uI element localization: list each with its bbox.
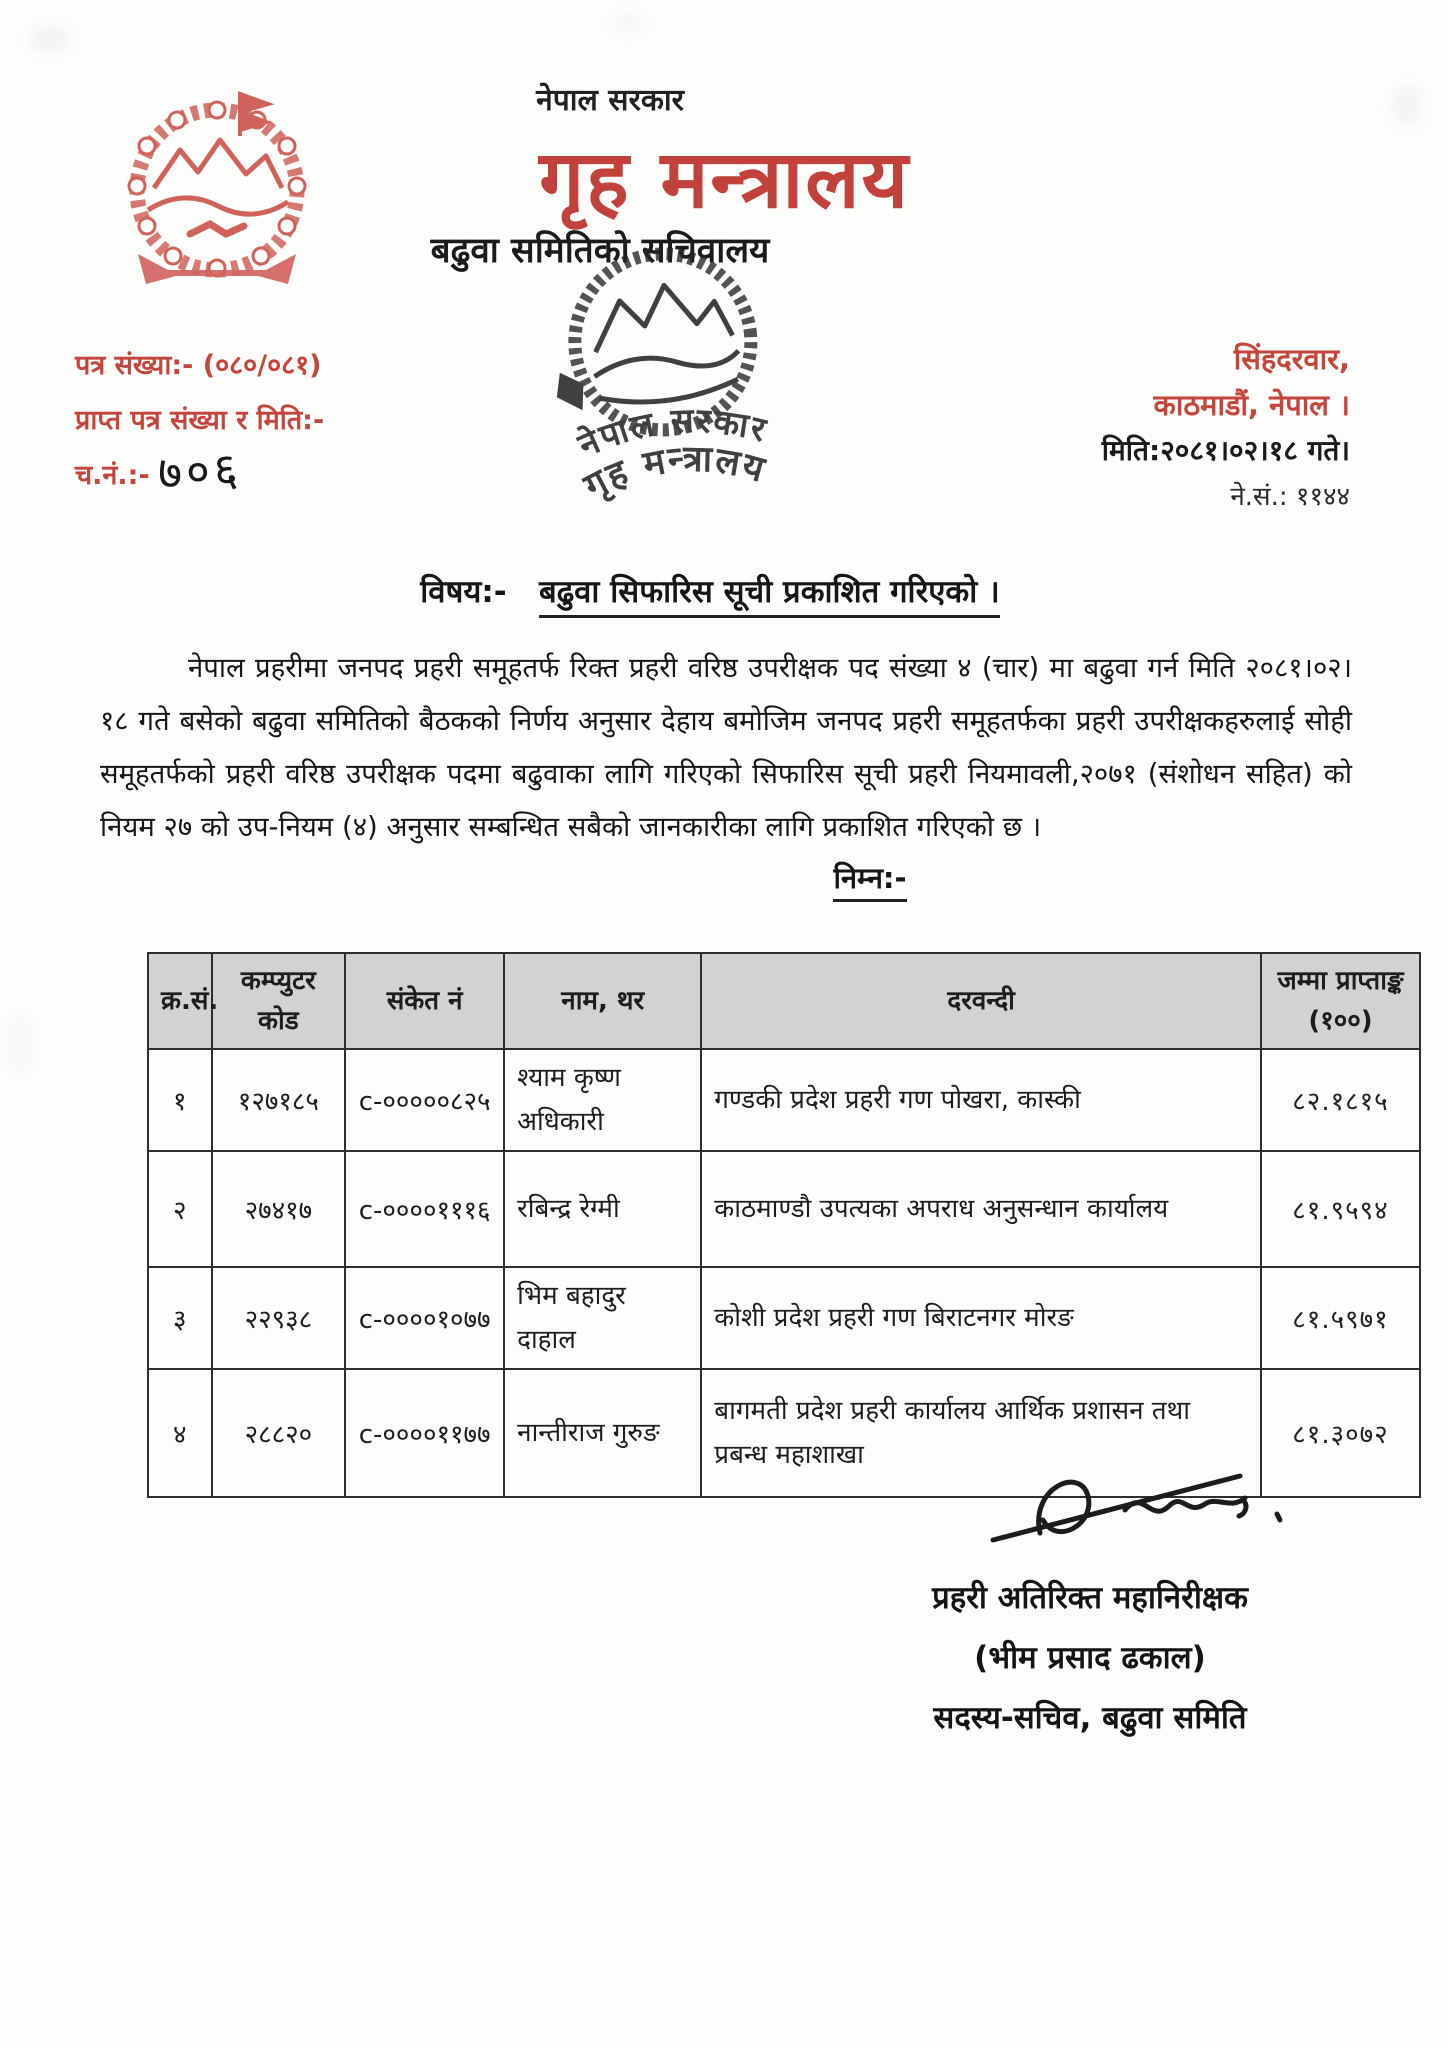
letter-number: पत्र संख्या:- (०८०/०८१) xyxy=(75,350,322,381)
secretariat-subtitle: बढुवा समितिको सचिवालय xyxy=(430,231,770,271)
signatory-role: सदस्य-सचिव, बढुवा समिति xyxy=(933,1700,1247,1736)
signature-scribble xyxy=(985,1448,1315,1577)
body-paragraph: नेपाल प्रहरीमा जनपद प्रहरी समूहतर्फ रिक्त प्रहरी वरिष्ठ उपरीक्षक पद संख्या ४ (चार) मा बढुवा गर्न मिति २०८१।०२।१८ गते बसेको बढुवा समितिको बैठकको निर्णय अनुसार देहाय बमोजिम जनपद प्रहरी समूहतर्फका प्रहरी उपरीक्षकहरुलाई सोही समूहतर्फको प्रहरी वरिष्ठ उपरीक्षक पदमा बढुवाका लागि गरिएको सिफारिस सूची प्रहरी नियमावली,२०७१ (संशोधन सहित) को नियम २७ को उप-नियम (४) अनुसार सम्बन्धित सबैको जानकारीका लागि प्रकाशित गरिएको छ । xyxy=(100,652,1352,843)
nepal-emblem-logo xyxy=(98,84,336,310)
cell-name: नान्तीराज गुरुङ xyxy=(504,1369,701,1497)
scan-smudge xyxy=(610,14,644,32)
cell-computer-code: २७४१७ xyxy=(212,1151,346,1267)
header-symbol-no: संकेत नं xyxy=(345,953,504,1049)
cell-serial: ३ xyxy=(148,1267,212,1369)
table-row xyxy=(148,1049,1420,1151)
address-line-2: काठमाडौं, नेपाल । xyxy=(1153,388,1350,422)
cell-posting: गण्डकी प्रदेश प्रहरी गण पोखरा, कास्की xyxy=(701,1049,1261,1151)
cell-total-marks: ८२.१८१५ xyxy=(1261,1049,1420,1151)
cell-serial: १ xyxy=(148,1049,212,1151)
cell-symbol-no: c-०००००८२५ xyxy=(345,1049,504,1151)
dispatch-number-label: च.नं.:- xyxy=(75,460,150,491)
reference-block xyxy=(75,338,495,503)
cell-name: भिम बहादुर दाहाल xyxy=(504,1267,701,1369)
nepal-sambat: ने.सं.: ११४४ xyxy=(1230,482,1350,512)
cell-posting: बागमती प्रदेश प्रहरी कार्यालय आर्थिक प्रशासन तथा प्रबन्ध महाशाखा xyxy=(701,1369,1261,1497)
cell-posting: कोशी प्रदेश प्रहरी गण बिराटनगर मोरङ xyxy=(701,1267,1261,1369)
signatory-name: (भीम प्रसाद ढकाल) xyxy=(974,1640,1206,1676)
stamp-text-government: नेपाल सरकार xyxy=(572,400,772,466)
header-total-marks: जम्मा प्राप्ताङ्क (१००) xyxy=(1261,953,1420,1049)
list-label: निम्न:- xyxy=(795,858,945,897)
signatory-title: प्रहरी अतिरिक्त महानिरीक्षक xyxy=(932,1580,1248,1616)
cell-symbol-no: c-००००१०७७ xyxy=(345,1267,504,1369)
header-name: नाम, थर xyxy=(504,953,701,1049)
scan-smudge xyxy=(1392,86,1422,126)
cell-serial: ४ xyxy=(148,1369,212,1497)
scan-smudge xyxy=(30,26,70,52)
subject-label: विषय:- xyxy=(420,574,507,610)
cell-total-marks: ८१.३०७२ xyxy=(1261,1369,1420,1497)
table-row xyxy=(148,1151,1420,1267)
cell-serial: २ xyxy=(148,1151,212,1267)
header-posting: दरवन्दी xyxy=(701,953,1261,1049)
dispatch-number-handwritten: ७०६ xyxy=(156,441,243,501)
received-letter-label: प्राप्त पत्र संख्या र मिति:- xyxy=(75,405,325,436)
cell-computer-code: १२७१८५ xyxy=(212,1049,346,1151)
table-row xyxy=(148,1267,1420,1369)
cell-computer-code: २२९३८ xyxy=(212,1267,346,1369)
cell-symbol-no: c-००००१११६ xyxy=(345,1151,504,1267)
address-line-1: सिंहदरवार, xyxy=(1233,342,1350,376)
table-header-row xyxy=(148,953,1420,1049)
address-block xyxy=(905,336,1350,520)
promotion-table xyxy=(147,952,1421,1498)
cell-symbol-no: c-००००११७७ xyxy=(345,1369,504,1497)
cell-name: श्याम कृष्ण अधिकारी xyxy=(504,1049,701,1151)
subject-text: बढुवा सिफारिस सूची प्रकाशित गरिएको । xyxy=(539,574,1000,618)
cell-posting: काठमाण्डौ उपत्यका अपराध अनुसन्धान कार्यालय xyxy=(701,1151,1261,1267)
promotion-table-container xyxy=(147,952,1421,1498)
subject-line xyxy=(0,570,1420,612)
ministry-stamp xyxy=(483,213,848,555)
stamp-text-ministry: गृह मन्त्रालय xyxy=(577,438,771,508)
cell-name: रबिन्द्र रेग्मी xyxy=(504,1151,701,1267)
header-computer-code: कम्प्युटर कोड xyxy=(212,953,346,1049)
cell-total-marks: ८१.५९७१ xyxy=(1261,1267,1420,1369)
header-serial: क्र.सं. xyxy=(148,953,212,1049)
letter-date: मिति:२०८१।०२।१८ गते। xyxy=(1101,434,1350,467)
signature-block xyxy=(810,1568,1370,1748)
cell-computer-code: २८८२० xyxy=(212,1369,346,1497)
government-name: नेपाल सरकार xyxy=(536,83,684,118)
cell-total-marks: ८१.९५९४ xyxy=(1261,1151,1420,1267)
ministry-title: गृह मन्त्रालय xyxy=(539,133,910,226)
scan-smudge xyxy=(8,1014,30,1074)
